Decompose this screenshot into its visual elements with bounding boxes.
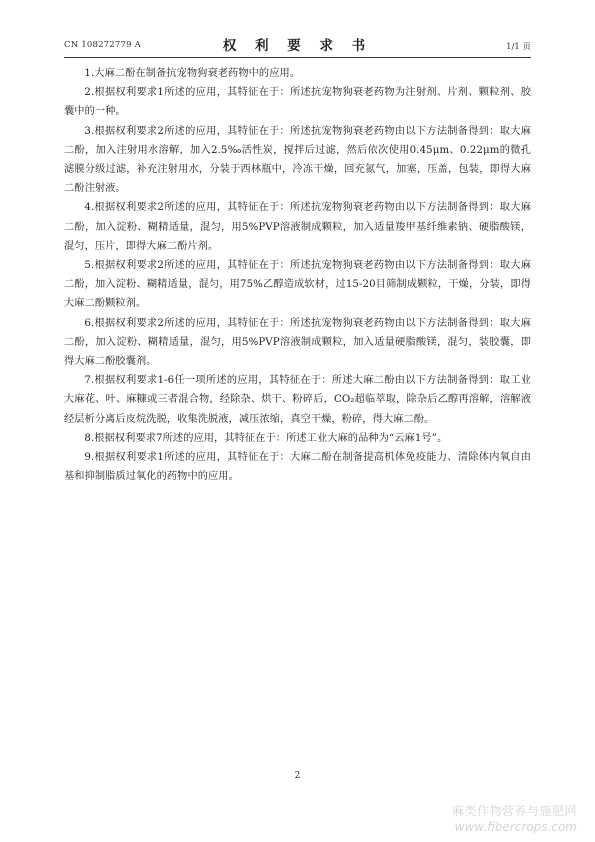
claim-2: 2.根据权利要求1所述的应用，其特征在于：所述抗宠物狗衰老药物为注射剂、片剂、颗粒剂、胶囊中的一种。 bbox=[64, 87, 531, 118]
document-number: CN 108272779 A bbox=[64, 40, 141, 50]
claim-5: 5.根据权利要求2所述的应用，其特征在于：所述抗宠物狗衰老药物由以下方法制备得到：取大麻二酚，加入淀粉、糊精适量，混匀，用75%乙醇造成软材，过15-20目筛制成颗粒，干燥，分装，即得大麻二酚颗粒剂。 bbox=[64, 260, 531, 310]
header-divider bbox=[64, 57, 531, 58]
claim-8: 8.根据权利要求7所述的应用，其特征在于：所述工业大麻的品种为“云麻1号”。 bbox=[84, 432, 448, 444]
page-header bbox=[64, 34, 531, 56]
page-number: 2 bbox=[294, 771, 301, 781]
watermark-url: www.fibercrops.com bbox=[454, 820, 577, 834]
watermark-site-name: 麻类作物营养与施肥网 bbox=[451, 804, 577, 818]
claims-body bbox=[64, 64, 531, 486]
claim-4: 4.根据权利要求2所述的应用，其特征在于：所述抗宠物狗衰老药物由以下方法制备得到：取大麻二酚，加入淀粉、糊精适量，混匀，用5%PVP溶液制成颗粒，加入适量羧甲基纤维素钠、硬脂酸镁，混匀，压片，即得大麻二酚片剂。 bbox=[64, 202, 531, 252]
page-indicator: 1/1 页 bbox=[506, 42, 531, 52]
claim-1: 1.大麻二酚在制备抗宠物狗衰老药物中的应用。 bbox=[84, 68, 301, 79]
claim-6: 6.根据权利要求2所述的应用，其特征在于：所述抗宠物狗衰老药物由以下方法制备得到：取大麻二酚，加入淀粉、糊精适量，混匀，用5%PVP溶液制成颗粒，加入适量硬脂酸镁，混匀，装胶囊，即得大麻二酚胶囊剂。 bbox=[64, 317, 531, 368]
claim-7: 7.根据权利要求1-6任一项所述的应用，其特征在于：所述大麻二酚由以下方法制备得到：取工业大麻花、叶、麻糠或三者混合物，经除杂、烘干、粉碎后，CO₂超临萃取，除杂后乙醇再溶解，溶解液经层析分离后皮烷洗脱，收集洗脱液，减压浓缩，真空干燥，粉碎，得大麻二酚。 bbox=[64, 375, 531, 425]
claim-3: 3.根据权利要求2所述的应用，其特征在于：所述抗宠物狗衰老药物由以下方法制备得到：取大麻二酚，加入注射用水溶解，加入2.5‰活性炭，搅拌后过滤，然后依次使用0.45μm、0.22μm的微孔滤膜分级过滤，补充注射用水，分装于西林瓶中，冷冻干燥，回充氮气，加塞，压盖，包装，即得大麻二酚注射液。 bbox=[64, 125, 531, 195]
claim-9: 9.根据权利要求1所述的应用，其特征在于：大麻二酚在制备提高机体免疫能力、清除体内氧自由基和抑制脂质过氧化的药物中的应用。 bbox=[64, 452, 531, 483]
document-title: 权 利 要 求 书 bbox=[222, 38, 373, 54]
